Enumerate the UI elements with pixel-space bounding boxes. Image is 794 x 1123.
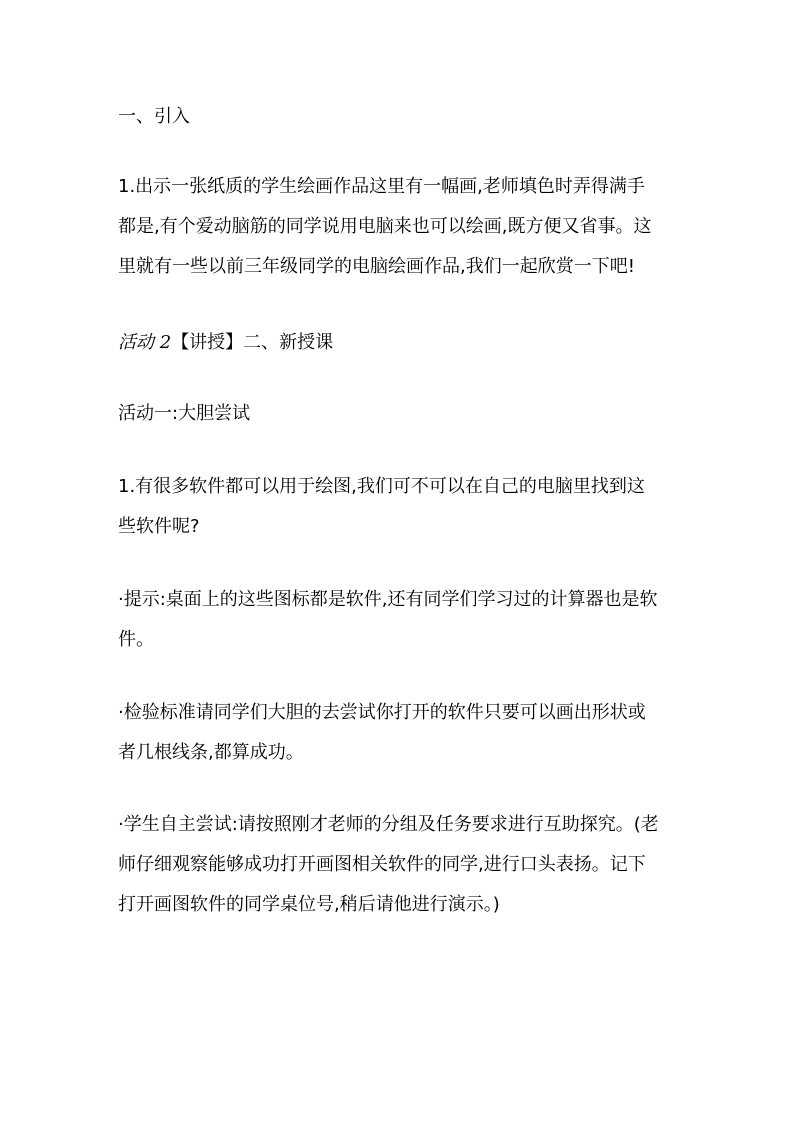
intro-paragraph xyxy=(118,167,678,287)
hint-line-2: 件。 xyxy=(118,629,154,650)
standard-paragraph xyxy=(118,693,678,773)
activity1-title-text: 活动一:大胆尝试 xyxy=(118,403,251,424)
activity2-prefix: 活动 2 xyxy=(118,332,172,353)
activity2-heading xyxy=(118,323,678,363)
hint-line-1: ·提示:桌面上的这些图标都是软件,还有同学们学习过的计算器也是软 xyxy=(118,589,658,610)
hint-paragraph xyxy=(118,580,678,660)
intro-line-2: 都是,有个爱动脑筋的同学说用电脑来也可以绘画,既方便又省事。这 xyxy=(118,216,652,237)
self-try-line-2: 师仔细观察能够成功打开画图相关软件的同学,进行口头表扬。记下 xyxy=(118,854,646,875)
intro-heading-text: 一、引入 xyxy=(118,106,190,127)
standard-line-1: ·检验标准请同学们大胆的去尝试你打开的软件只要可以画出形状或 xyxy=(118,702,646,723)
self-try-line-3: 打开画图软件的同学桌位号,稍后请他进行演示。) xyxy=(118,894,500,915)
intro-heading xyxy=(118,97,678,137)
intro-line-3: 里就有一些以前三年级同学的电脑绘画作品,我们一起欣赏一下吧! xyxy=(118,256,635,277)
activity2-line xyxy=(118,323,678,363)
intro-line-1: 1.出示一张纸质的学生绘画作品这里有一幅画,老师填色时弄得满手 xyxy=(118,176,645,197)
question-line-1: 1.有很多软件都可以用于绘图,我们可不可以在自己的电脑里找到这 xyxy=(118,476,645,497)
activity2-rest: 【讲授】二、新授课 xyxy=(171,332,334,353)
standard-line-2: 者几根线条,都算成功。 xyxy=(118,742,304,763)
question-paragraph xyxy=(118,467,678,547)
activity1-title xyxy=(118,394,678,434)
self-try-paragraph xyxy=(118,805,678,925)
self-try-line-1: ·学生自主尝试:请按照刚才老师的分组及任务要求进行互助探究。(老 xyxy=(118,814,659,835)
question-line-2: 些软件呢? xyxy=(118,516,200,537)
